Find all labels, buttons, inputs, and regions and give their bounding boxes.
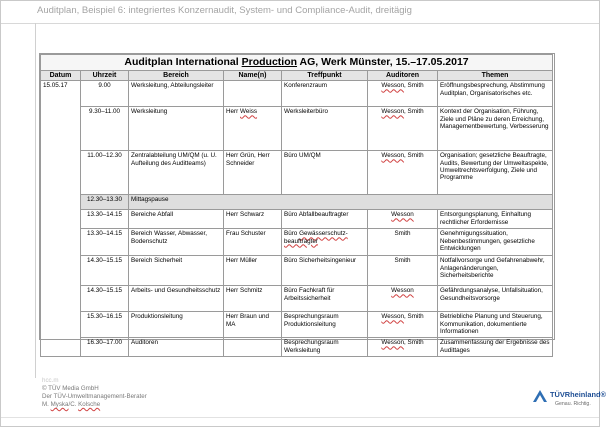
column-header-themen: Themen <box>438 71 553 81</box>
topics-cell: Kontext der Organisation, Führung, Ziele und Pläne zu deren Erreichung, Managementbewertung, Verbesserung <box>438 107 553 151</box>
area-cell: Bereich Wasser, Abwasser, Bodenschutz <box>129 229 224 256</box>
auditors-cell: Wesson <box>368 210 438 229</box>
time-cell: 14.30–15.15 <box>81 256 129 286</box>
names-cell <box>224 338 282 357</box>
names-cell: Herr Weiss <box>224 107 282 151</box>
place-cell: Konferenzraum <box>282 81 368 107</box>
table-row <box>41 312 553 338</box>
logo-tagline: Genau. Richtig. <box>555 401 591 407</box>
footer-authors: M. Myska/C. Kolsche <box>42 401 101 408</box>
column-header-namen: Name(n) <box>224 71 282 81</box>
auditors-cell: Wesson, Smith <box>368 338 438 357</box>
area-cell: Produktionsleitung <box>129 312 224 338</box>
audit-plan-table <box>40 54 553 357</box>
column-header-auditoren: Auditoren <box>368 71 438 81</box>
place-cell: Büro Sicherheitsingenieur <box>282 256 368 286</box>
names-cell: Herr Schwarz <box>224 210 282 229</box>
place-cell: Besprechungsraum Werksleitung <box>282 338 368 357</box>
auditors-cell: Wesson, Smith <box>368 81 438 107</box>
table-row <box>41 81 553 107</box>
column-header-uhrzeit: Uhrzeit <box>81 71 129 81</box>
title-row <box>41 55 553 71</box>
area-cell: Zentralabteilung UM/QM (u. U. Aufteilung des Auditteams) <box>129 151 224 195</box>
lunch-break-row <box>41 195 553 210</box>
topics-cell: Gefährdungsanalyse, Unfallsituation, Gesundheitsvorsorge <box>438 286 553 312</box>
audit-plan-sheet <box>39 53 555 354</box>
header-divider <box>1 23 599 24</box>
topics-cell: Eröffnungsbesprechung, Abstimmung Auditplan, Organisatorisches etc. <box>438 81 553 107</box>
column-header-treffpunkt: Treffpunkt <box>282 71 368 81</box>
place-cell: Büro Gewässerschutz-beauftragter <box>282 229 368 256</box>
topics-cell: Genehmigungssituation, Nebenbestimmungen, gesetzliche Entwicklungen <box>438 229 553 256</box>
tuev-triangle-inner-icon <box>536 395 544 402</box>
topics-cell: Entsorgungsplanung, Einhaltung rechtlicher Erfordernisse <box>438 210 553 229</box>
column-header-datum: Datum <box>41 71 81 81</box>
logo-name: TÜVRheinland® <box>550 390 606 399</box>
topics-cell: Betriebliche Planung und Steuerung, Kommunikation, dokumentierte Informationen <box>438 312 553 338</box>
names-cell <box>224 81 282 107</box>
names-cell: Frau Schuster <box>224 229 282 256</box>
table-row <box>41 151 553 195</box>
slide-header-title: Auditplan, Beispiel 6: integriertes Konzernaudit, System- und Compliance-Audit, dreitägig <box>37 5 412 16</box>
place-cell: Büro Fachkraft für Arbeitssicherheit <box>282 286 368 312</box>
footer-faint-mark: hcc.m <box>42 377 59 384</box>
time-cell: 9.30–11.00 <box>81 107 129 151</box>
time-cell: 13.30–14.15 <box>81 229 129 256</box>
left-margin-line <box>35 23 36 378</box>
column-header-bereich: Bereich <box>129 71 224 81</box>
footer-divider <box>1 417 599 418</box>
area-cell: Werksleitung <box>129 107 224 151</box>
auditors-cell: Wesson <box>368 286 438 312</box>
topics-cell: Organisation; gesetzliche Beauftragte, Audits, Bewertung der Umweltaspekte, Umweltrechtsverfolgung, Ziele und Programme <box>438 151 553 195</box>
time-cell: 11.00–12.30 <box>81 151 129 195</box>
place-cell: Büro Abfallbeauftragter <box>282 210 368 229</box>
time-cell: 16.30–17.00 <box>81 338 129 357</box>
column-header-row <box>41 71 553 81</box>
break-label: Mittagspause <box>129 195 553 210</box>
table-row <box>41 107 553 151</box>
auditors-cell: Smith <box>368 229 438 256</box>
table-row <box>41 229 553 256</box>
footer-copyright: © TÜV Media GmbH <box>42 385 99 392</box>
place-cell: Besprechungsraum Produktionsleitung <box>282 312 368 338</box>
names-cell: Herr Müller <box>224 256 282 286</box>
area-cell: Werksleitung, Abteilungsleiter <box>129 81 224 107</box>
area-cell: Bereich Sicherheit <box>129 256 224 286</box>
date-cell: 15.05.17 <box>41 81 81 357</box>
time-cell: 13.30–14.15 <box>81 210 129 229</box>
table-row <box>41 338 553 357</box>
table-row <box>41 286 553 312</box>
auditors-cell: Wesson, Smith <box>368 312 438 338</box>
table-row <box>41 256 553 286</box>
place-cell: Werksleiterbüro <box>282 107 368 151</box>
place-cell: Büro UM/QM <box>282 151 368 195</box>
time-cell: 15.30–16.15 <box>81 312 129 338</box>
topics-cell: Notfallvorsorge und Gefahrenabwehr, Anlagenänderungen, Sicherheitsberichte <box>438 256 553 286</box>
area-cell: Auditoren <box>129 338 224 357</box>
tuev-rheinland-logo <box>533 390 606 412</box>
topics-cell: Zusammenfassung der Ergebnisse des Audittages <box>438 338 553 357</box>
auditors-cell: Wesson, Smith <box>368 107 438 151</box>
area-cell: Arbeits- und Gesundheitsschutz <box>129 286 224 312</box>
time-cell: 14.30–15.15 <box>81 286 129 312</box>
auditors-cell: Smith <box>368 256 438 286</box>
auditors-cell: Wesson, Smith <box>368 151 438 195</box>
names-cell: Herr Grün, Herr Schneider <box>224 151 282 195</box>
time-cell: 9.00 <box>81 81 129 107</box>
area-cell: Bereiche Abfall <box>129 210 224 229</box>
time-cell: 12.30–13.30 <box>81 195 129 210</box>
names-cell: Herr Schmitz <box>224 286 282 312</box>
slide-footer <box>42 377 147 409</box>
footer-publication: Der TÜV-Umweltmanagement-Berater <box>42 393 147 400</box>
names-cell: Herr Braun und MA <box>224 312 282 338</box>
plan-title: Auditplan International Production AG, Werk Münster, 15.–17.05.2017 <box>41 55 553 71</box>
table-row <box>41 210 553 229</box>
